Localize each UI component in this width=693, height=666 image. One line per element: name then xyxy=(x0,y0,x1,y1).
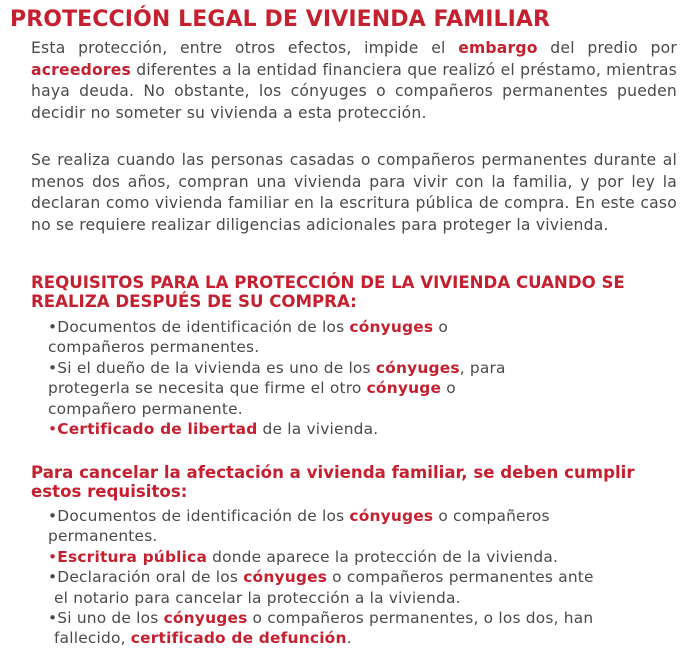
term-conyuge: cónyuge xyxy=(366,379,442,398)
list-item-text: o compañeros xyxy=(433,507,550,525)
bullet: • xyxy=(48,318,58,336)
list-item-text: o xyxy=(441,379,456,398)
term-acreedores: acreedores xyxy=(31,60,132,79)
term-certificado-libertad: Certificado de libertad xyxy=(57,420,258,439)
list-item-text: o compañeros permanentes, o los dos, han xyxy=(247,609,594,628)
section2-list xyxy=(48,506,678,649)
list-item-continuation: compañeros permanentes. xyxy=(48,338,260,357)
section1-list xyxy=(48,317,678,439)
intro-text-3: diferentes a la entidad financiera que realizó el préstamo, mientras haya deuda. No obstante, los cónyuges o compañeros permanentes pueden decidir no someter su vivienda a esta protección. xyxy=(31,60,677,122)
bullet: • xyxy=(48,420,58,439)
bullet: • xyxy=(48,568,58,587)
bullet: • xyxy=(48,547,58,566)
term-conyuges: cónyuges xyxy=(349,318,434,336)
list-item-text: fallecido, xyxy=(54,629,131,648)
list-item-text: Si el dueño de la vivienda es uno de los xyxy=(57,358,376,377)
list-item-continuation: compañero permanente. xyxy=(48,399,243,418)
description-paragraph: Se realiza cuando las personas casadas o compañeros permanentes durante al menos dos años, compran una vivienda para vivir con la familia, y por ley la declaran como vivienda familiar en la escritura pública de compra. En este caso no se requiere realizar diligencias adicionales para proteger la vivienda. xyxy=(31,151,677,234)
intro-text-1: Esta protección, entre otros efectos, impide el xyxy=(31,39,459,57)
list-item-text: de la vivienda. xyxy=(257,420,379,439)
list-item-text: Documentos de identificación de los xyxy=(57,507,350,525)
list-item-text: donde aparece la protección de la vivienda. xyxy=(207,547,559,566)
bullet: • xyxy=(48,609,58,628)
intro-paragraph xyxy=(31,38,677,124)
list-item-text: . xyxy=(346,629,352,648)
section1-heading-line1: REQUISITOS PARA LA PROTECCIÓN DE LA VIVIENDA CUANDO SE xyxy=(31,273,625,292)
list-item xyxy=(48,419,678,439)
bullet: • xyxy=(48,358,58,377)
term-embargo: embargo xyxy=(458,39,538,57)
term-conyuges: cónyuges xyxy=(243,568,328,587)
term-escritura-publica: Escritura pública xyxy=(57,547,208,566)
bullet: • xyxy=(48,507,58,525)
term-certificado-defuncion: certificado de defunción xyxy=(130,629,347,648)
section2-heading-line1: Para cancelar la afectación a vivienda familiar, se deben cumplir xyxy=(31,463,635,482)
term-conyuges: cónyuges xyxy=(375,358,460,377)
list-item xyxy=(48,358,678,378)
list-item xyxy=(48,608,678,628)
list-item-text: o xyxy=(433,318,448,336)
term-conyuges: cónyuges xyxy=(349,507,434,525)
list-item-text: , para xyxy=(459,358,506,377)
section1-heading xyxy=(31,273,681,311)
section2-heading xyxy=(31,463,681,501)
list-item-text: Documentos de identificación de los xyxy=(57,318,350,336)
list-item xyxy=(48,506,678,526)
list-item-continuation: permanentes. xyxy=(48,527,158,546)
list-item xyxy=(48,317,678,337)
list-item xyxy=(48,547,678,567)
list-item-continuation xyxy=(48,628,678,648)
list-item-text: Declaración oral de los xyxy=(57,568,244,587)
list-item-text: o compañeros permanentes ante xyxy=(327,568,594,587)
list-item-continuation: el notario para cancelar la protección a la vivienda. xyxy=(54,588,461,607)
list-item-continuation xyxy=(48,378,678,398)
section1-heading-line2: REALIZA DESPUÉS DE SU COMPRA: xyxy=(31,292,357,311)
page-title: PROTECCIÓN LEGAL DE VIVIENDA FAMILIAR xyxy=(10,7,551,32)
term-conyuges: cónyuges xyxy=(163,609,248,628)
list-item-text: Si uno de los xyxy=(57,609,164,628)
list-item xyxy=(48,567,678,587)
section2-heading-line2: estos requisitos: xyxy=(31,482,188,501)
intro-text-2: del predio por xyxy=(537,39,677,57)
list-item-text: protegerla se necesita que firme el otro xyxy=(48,379,367,398)
